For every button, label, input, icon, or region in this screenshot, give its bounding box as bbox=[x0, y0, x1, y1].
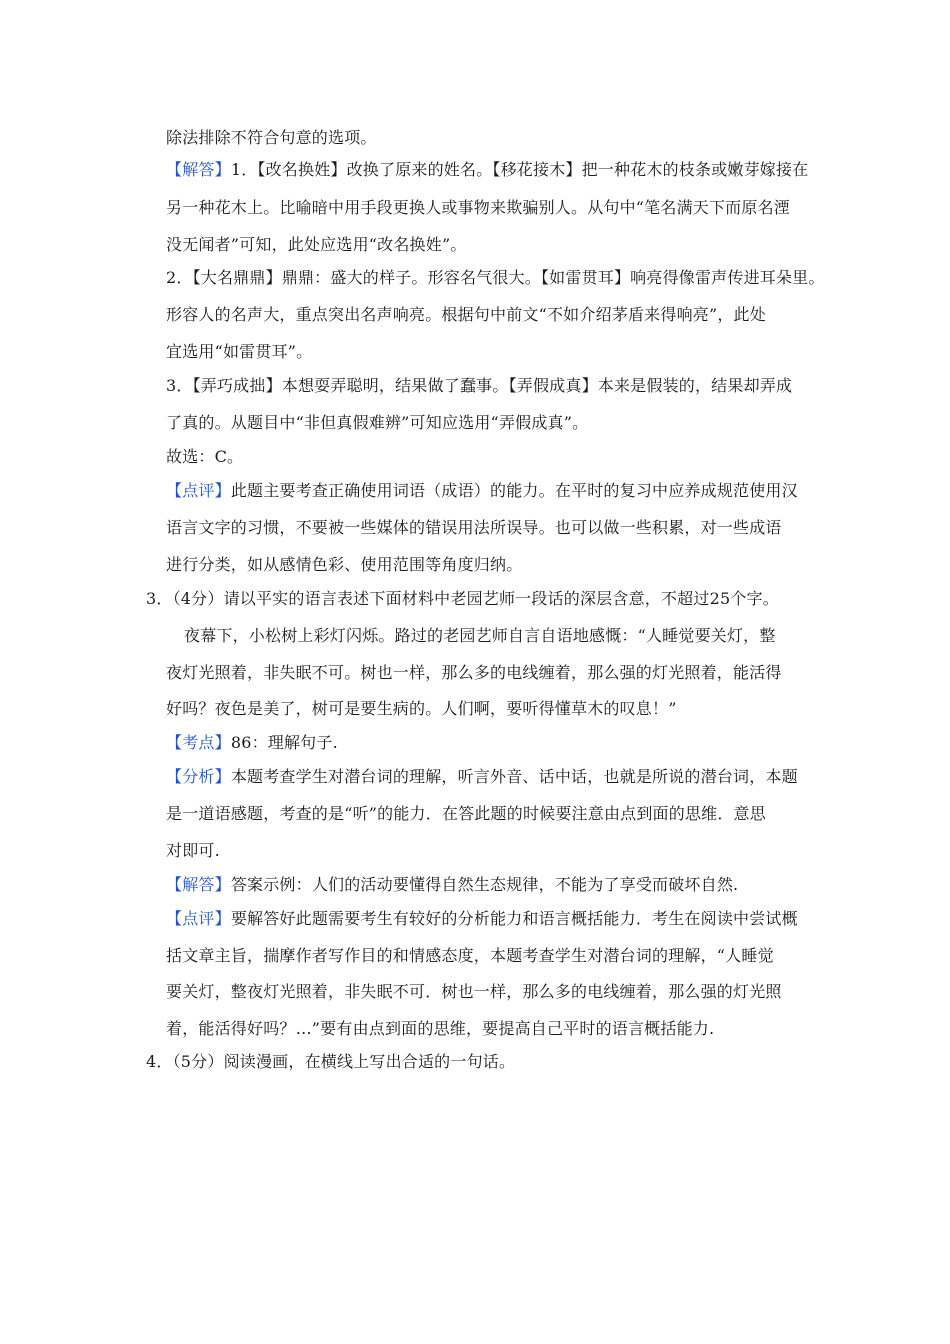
comment-tag: 【点评】 bbox=[166, 909, 231, 928]
q3-material-line-3: 好吗？夜色是美了，树可是要生病的。人们啊，要听得懂草木的叹息！” bbox=[166, 699, 677, 718]
q2-solution-line-2: 另一种花木上。比喻暗中用手段更换人或事物来欺骗别人。从句中“笔名满天下而原名湮 bbox=[166, 198, 790, 217]
q3-material-line-2: 夜灯光照着，非失眠不可。树也一样，那么多的电线缠着，那么强的灯光照着，能活得 bbox=[166, 663, 782, 682]
q2-solution-line-6: 宜选用“如雷贯耳”。 bbox=[166, 342, 313, 361]
q4-number: 4． bbox=[146, 1052, 173, 1071]
q3-comment-line-4: 着，能活得好吗？…”要有由点到面的思维，要提高自己平时的语言概括能力. bbox=[166, 1019, 715, 1038]
q3-number: 3． bbox=[146, 589, 173, 608]
q2-solution-line-4: 2．【大名鼎鼎】鼎鼎：盛大的样子。形容名气很大。【如雷贯耳】响亮得像雷声传进耳朵里。 bbox=[166, 268, 825, 287]
solution-tag: 【解答】 bbox=[166, 875, 231, 894]
q2-solution-line-7: 3．【弄巧成拙】本想耍弄聪明，结果做了蠢事。【弄假成真】本来是假装的，结果却弄成 bbox=[166, 376, 793, 395]
q2-solution-line-1: 【解答】1．【改名换姓】改换了原来的姓名。【移花接木】把一种花木的枝条或嫩芽嫁接在 bbox=[166, 160, 809, 179]
point-tag: 【考点】 bbox=[166, 733, 231, 752]
q3-analysis-line-1: 【分析】本题考查学生对潜台词的理解，听言外音、话中话，也就是所说的潜台词，本题 bbox=[166, 767, 798, 786]
q3-solution: 【解答】答案示例：人们的活动要懂得自然生态规律，不能为了享受而破坏自然. bbox=[166, 875, 739, 894]
analysis-tail: 除法排除不符合句意的选项。 bbox=[166, 128, 377, 147]
q2-solution-line-8: 了真的。从题目中“非但真假难辨”可知应选用“弄假成真”。 bbox=[166, 413, 589, 432]
solution-tag: 【解答】 bbox=[166, 160, 231, 179]
q3-comment-line-1: 【点评】要解答好此题需要考生有较好的分析能力和语言概括能力．考生在阅读中尝试概 bbox=[166, 909, 798, 928]
q2-solution-line-3: 没无闻者”可知，此处应选用“改名换姓”。 bbox=[166, 235, 467, 254]
q2-choice: 故选：C。 bbox=[166, 447, 244, 466]
q3-analysis-line-2: 是一道语感题，考查的是“听”的能力．在答此题的时候要注意由点到面的思维．意思 bbox=[166, 804, 766, 823]
analysis-tag: 【分析】 bbox=[166, 767, 231, 786]
q3-stem: 3．（4分）请以平实的语言表述下面材料中老园艺师一段话的深层含意，不超过25个字。 bbox=[146, 589, 779, 608]
q3-analysis-line-3: 对即可. bbox=[166, 841, 220, 860]
comment-tag: 【点评】 bbox=[166, 481, 231, 500]
q3-material-line-1: 夜幕下，小松树上彩灯闪烁。路过的老园艺师自言自语地感慨：“人睡觉要关灯，整 bbox=[184, 626, 776, 645]
q2-comment-line-2: 语言文字的习惯，不要被一些媒体的错误用法所误导。也可以做一些积累，对一些成语 bbox=[166, 518, 782, 537]
q3-comment-line-2: 括文章主旨，揣摩作者写作目的和情感态度，本题考查学生对潜台词的理解，“人睡觉 bbox=[166, 946, 774, 965]
q2-comment-line-1: 【点评】此题主要考查正确使用词语（成语）的能力。在平时的复习中应养成规范使用汉 bbox=[166, 481, 798, 500]
q4-stem: 4．（5分）阅读漫画，在横线上写出合适的一句话。 bbox=[146, 1052, 516, 1071]
q3-point: 【考点】86：理解句子. bbox=[166, 733, 338, 752]
q3-comment-line-3: 要关灯，整夜灯光照着，非失眠不可．树也一样，那么多的电线缠着，那么强的灯光照 bbox=[166, 982, 782, 1001]
q2-comment-line-3: 进行分类，如从感情色彩、使用范围等角度归纳。 bbox=[166, 555, 523, 574]
q2-solution-line-5: 形容人的名声大，重点突出名声响亮。根据句中前文“不如介绍茅盾来得响亮”，此处 bbox=[166, 305, 766, 324]
